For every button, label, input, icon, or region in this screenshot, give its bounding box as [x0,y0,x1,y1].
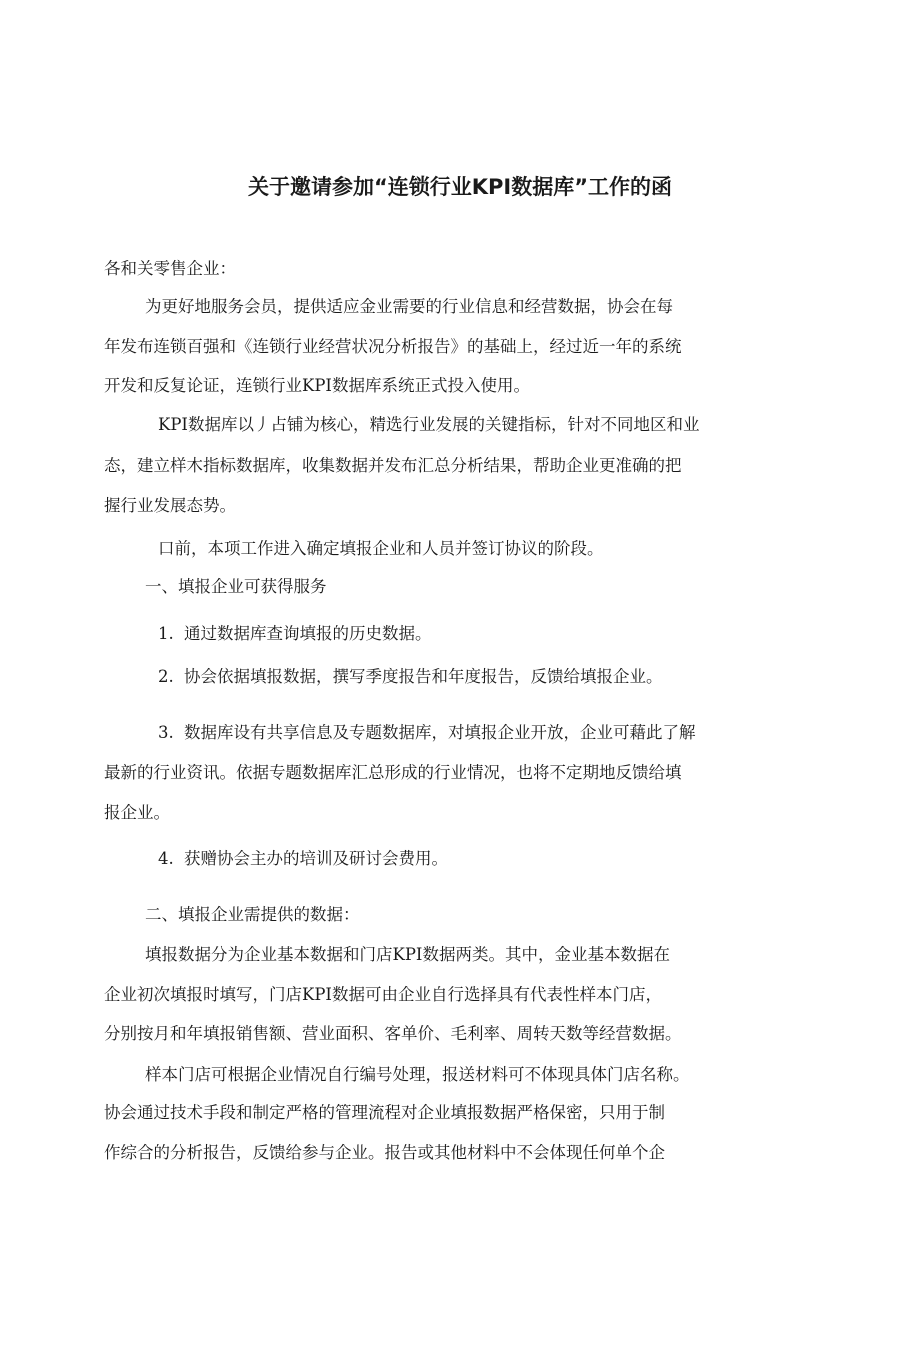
section-1-item-2-text: 协会依据填报数据，撰写季度报告和年度报告，反馈给填报企业。 [184,667,663,686]
section-2-paragraph-2-line-2: 协会通过技术手段和制定严格的管理流程对企业填报数据严格保密，只用于制 [104,1103,665,1122]
paragraph-1-line-1: 为更好地服务会员，提供适应金业需要的行业信息和经营数据，协会在每 [145,297,673,316]
section-2-paragraph-2-line-1: 样本门店可根据企业情况自行编号处理，报送材料可不体现具体门店名称。 [145,1065,690,1084]
document-title: 关于邀请参加“连锁行业KPI数据库”工作的函 [247,175,673,199]
section-1-item-3-line-2: 最新的行业资讯。依据专题数据库汇总形成的行业情况，也将不定期地反馈给填 [104,763,682,782]
section-2-paragraph-1-line-2: 企业初次填报时填写，门店KPI数据可由企业自行选择具有代表性样本门店， [104,985,662,1004]
section-1-item-1-number: 1. [158,624,174,643]
section-2-heading: 二、填报企业需提供的数据： [145,905,360,924]
section-2-paragraph-2-line-3: 作综合的分析报告，反馈给参与企业。报告或其他材料中不会体现任何单个企 [104,1143,665,1162]
section-1-item-1-text: 通过数据库查询填报的历史数据。 [184,624,432,643]
section-1-item-2-number: 2. [158,667,174,686]
salutation: 各和关零售企业： [104,259,236,278]
paragraph-3-line-1: 口前，本项工作进入确定填报企业和人员并签订协议的阶段。 [158,539,604,558]
paragraph-1-line-3: 开发和反复论证，连锁行业KPI数据库系统正式投入使用。 [104,376,530,395]
section-1-item-3-number: 3. [158,723,174,742]
section-2-paragraph-1-line-1: 填报数据分为企业基本数据和门店KPI数据两类。其中，金业基本数据在 [145,945,670,964]
paragraph-2-line-2: 态，建立样木指标数据库，收集数据并发布汇总分析结果，帮助企业更准确的把 [104,456,682,475]
section-1-item-3-line-3: 报企业。 [104,803,170,822]
section-2-paragraph-1-line-3: 分别按月和年填报销售额、营业面积、客单价、毛利率、周转天数等经营数据。 [104,1024,682,1043]
section-1-heading: 一、填报企业可获得服务 [145,577,327,596]
section-1-item-3-line-1: 数据库设有共享信息及专题数据库，对填报企业开放，企业可藉此了解 [184,723,696,742]
section-1-item-4-text: 获赠协会主办的培训及研讨会费用。 [184,849,448,868]
paragraph-1-line-2: 年发布连锁百强和《连锁行业经营状况分析报告》的基础上，经过近一年的系统 [104,337,682,356]
paragraph-2-line-1: KPI数据库以丿占铺为核心，精选行业发展的关键指标，针对不同地区和业 [158,415,700,434]
section-1-item-4-number: 4. [158,849,174,868]
paragraph-2-line-3: 握行业发展态势。 [104,496,236,515]
